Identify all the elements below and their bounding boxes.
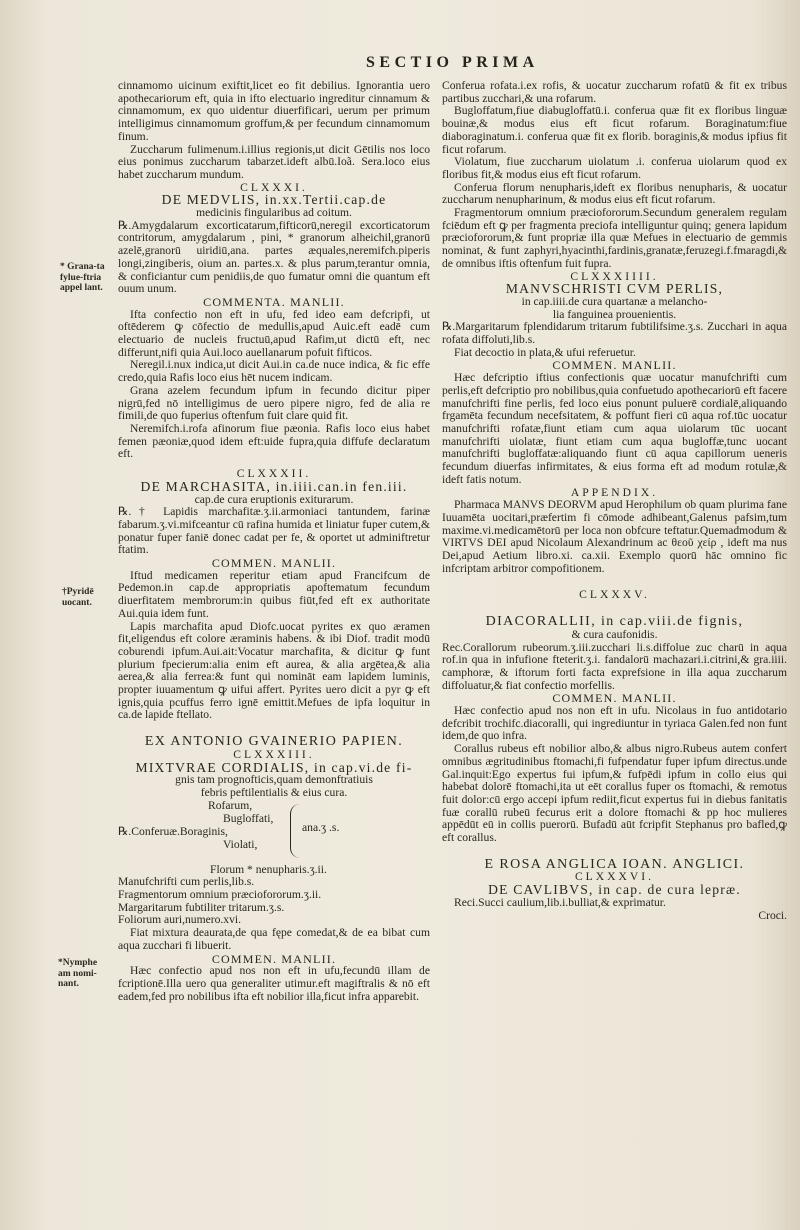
paragraph: Conferua rofata.i.ex rofis, & uocatur zuccharum rofatū & fit ex tribus partibus zucchari,& una rofarum. bbox=[442, 79, 787, 105]
paragraph: Neremifch.i.rofa afinorum fiue pæonia. Rafis loco eius habet femen pæoniæ,quod idem eft:uide fupra,quia diffufe declaratum eft. bbox=[118, 421, 430, 461]
appendix-heading: APPENDIX. bbox=[570, 485, 659, 499]
paragraph: Bugloffatum,fiue diabugloffatū.i. conferua quæ fit ex floribus linguæ bouinæ,& modus eius eft ficut rofarum. Boraginatum:fiue diaboraginatum.i. conferua quæ fit ex florib. boraginis,& modus ipfius fit ficut rofarum. bbox=[442, 104, 787, 156]
paragraph: Neregil.i.nux indica,ut dicit Aui.in ca.de nuce indica, & fic effe credo,quia Rafis loco eius hēt nucem indicam. bbox=[118, 358, 430, 385]
recipe-title: DE MEDVLIS, in.xx.Tertii.cap.de bbox=[161, 192, 387, 208]
paragraph: ℞.Margaritarum fplendidarum tritarum fubtilifsime.ʒ.s. Zucchari in aqua rofata diffoluti,lib.s. bbox=[442, 320, 787, 347]
paragraph: Fiat mixtura deaurata,de qua fępe comedat,& de ea bibat cum aqua zucchari fi libuerit. bbox=[118, 926, 430, 952]
ingredient: Violati, bbox=[223, 837, 258, 851]
recipe-subtitle: lia fanguinea prouenientis. bbox=[552, 307, 677, 321]
ingredient-line: Florum * nenupharis.ʒ.ii. bbox=[210, 862, 327, 876]
paragraph: Hæc defcriptio iftius confectionis quæ uocatur manufchrifti cum perlis,eft defcriptio pro nobilibus,quia confuetudo apothecariorū eft facere manufchrifti fine perlis, fed loco eius ponunt puluerē cordialē,aliquando frgamēta fecundum necefsitatem, & poffunt fieri cū aqua rof.tūc uocatur manufchrifti rofatæ,fiunt etiam cum aqua uiolarum tūc uocant manufchrifti uiolatæ, fiunt etiam cum aqua bugloffæ,tunc uocant manufchrifti bugloffatæ:aliquando fiunt cū aqua capillorum ueneris fecundum diuerfas infirmitates, & eius forma eft ad modum rotulæ,& ideft fatis notum. bbox=[442, 371, 787, 486]
margin-note-grana: * Grana-ta fylue-ftria appel lant. bbox=[60, 262, 105, 293]
commentary-heading: COMMEN. MANLII. bbox=[552, 691, 677, 706]
paragraph: Iftud medicamen reperitur etiam apud Francifcum de Pedemon.in cap.de appropriatis apoftematum fecundum diuerfitatem membrorum:in quibus fiūt,fed eft ex authoritate Aui.quia idem funt. bbox=[118, 568, 430, 620]
recipe-number: CLXXXIII. bbox=[233, 747, 315, 761]
right-column bbox=[442, 80, 787, 922]
left-column bbox=[118, 80, 430, 1003]
recipe-number: CLXXXIIII. bbox=[570, 269, 659, 283]
recipe-subtitle: in cap.iiii.de cura quartanæ a melancho- bbox=[521, 294, 708, 308]
paragraph: Pharmaca MANVS DEORVM apud Herophilum ob quam plurima fane Iuuamēta uocitari,præfertim fi cōmode adhibeant,Galenus pafsim,tum maxime.vi.medicamētorū per loca non obfcure teftatur.Quemadmodum & VIRTVS DEI apud Nicolaum Alexandrinum ac θεοῦ χείρ , ideft ma nus Dei,apud Aetium libro.xi. ca.xii. Exemplo quorū hāc omnino fic infcriptam arbitror compofitionem. bbox=[442, 498, 787, 575]
recipe-number: CLXXXV. bbox=[579, 588, 650, 602]
commentary-heading: COMMEN. MANLII. bbox=[211, 556, 337, 571]
recipe-subtitle: gnis tam prognofticis,quam demonftratiuis bbox=[175, 773, 373, 787]
section-heading: EX ANTONIO GVAINERIO PAPIEN. bbox=[144, 734, 404, 750]
section-heading: E ROSA ANGLICA IOAN. ANGLICI. bbox=[484, 856, 745, 872]
paragraph: Fragmentorum omnium præciofororum.Secundum generalem regulam fciēdum eft ꝙ per fragmenta preciofa intelliguntur quinq; genera lapidum præciofororum,& funt propriæ illa quæ Mefues in electuario de gemmis nominat, & funt zaphyri,hyacinthi,fardinis,granatæ,feruzegi.f.fmaragdi,& de omnibus iftis oftenfum fuit fupra. bbox=[442, 206, 787, 270]
recipe-subtitle: & cura caufonidis. bbox=[571, 627, 658, 641]
paragraph: Hæc confectio apud nos non eft in ufu. Nicolaus in fuo antidotario defcribit trochifc.diacoralli, qui ingrediuntur in tyriaca Galen.fed non funt idem,de quo infra. bbox=[442, 704, 787, 743]
recipe-title: DE MARCHASITA, in.iiii.can.in fen.iii. bbox=[140, 478, 408, 494]
recipe-number: CLXXXII. bbox=[236, 467, 312, 481]
ingredient-line: Fragmentorum omnium præciofororum.ʒ.ii. bbox=[118, 888, 322, 902]
paragraph: ℞.† Lapidis marchafitæ.ʒ.ii.armoniaci tantundem, farinæ fabarum.ʒ.vi.mifceantur cū rafina humida et liniatur fuper cutem,& ponatur fuper faniē donec cadat per fe, & oportet ut adminiftretur ftatim. bbox=[118, 505, 430, 557]
paragraph: Zuccharum fulimenum.i.illius regionis,ut dicit Gētilis nos loco eius ponimus zuccharum tabarzet.ideft albū.Ioã. Sera.loco eius habet zuccharum mundum. bbox=[118, 142, 430, 181]
recipe-number: CLXXXI. bbox=[240, 180, 308, 194]
ingredient-line: Manufchrifti cum perlis,lib.s. bbox=[118, 875, 255, 889]
recipe-subtitle: medicinis fingularibus ad coitum. bbox=[196, 206, 352, 220]
ingredient: ℞.Conferuæ.Boraginis, bbox=[118, 824, 228, 838]
margin-note-nymphe: *Nymphe am nomi-nant. bbox=[58, 958, 98, 989]
ingredient-line: Margaritarum fubtiliter tritarum.ʒ.s. bbox=[118, 900, 285, 914]
ingredient-line: Foliorum auri,numero.xvi. bbox=[118, 913, 242, 927]
ingredient: Rofarum, bbox=[208, 798, 253, 812]
running-head: SECTIO PRIMA bbox=[366, 54, 539, 71]
paragraph: ℞.Amygdalarum excorticatarum,fifticorū,neregil excorticatorum contritorum, amygdalarum , pini, * granorum alheichil,granorū azelē,granorū uiridiū,ana. partes æquales,neremifch.piperis longi,zingiberis, oium an. partes.x. & plus parum,terantur omnia, & conficiantur cum penidiis,de quo fumatur omni die quantum eft ouum unum. bbox=[118, 218, 430, 296]
paragraph: Fiat decoctio in plata,& ufui referuetur. bbox=[454, 345, 636, 359]
brace-mark bbox=[290, 804, 301, 858]
commentary-heading: COMMEN. MANLII. bbox=[552, 358, 677, 373]
recipe-subtitle: febris peftilentialis & eius cura. bbox=[200, 785, 348, 799]
recipe-subtitle: cap.de cura eruptionis exiturarum. bbox=[194, 492, 354, 506]
paragraph: Rec.Corallorum rubeorum.ʒ.iii.zucchari li.s.diffolue zuc charū in aqua rof.in qua in infufione fteterit.ʒ.i. fandalorū machazari.i.citrini,& gra.iiii. camphoræ, & iftorum forti facta exprefsione in illa aqua zuccharum diffoluatur,& fiat confectio morfellis. bbox=[442, 640, 787, 692]
ingredient: Bugloffati, bbox=[223, 811, 274, 825]
ingredient-brace-group bbox=[118, 800, 430, 864]
paragraph: Grana azelem fecundum ipfum in fecundo dicitur piper nigrū,fed nō intelligimus de uero pipere nigro, fed de alia re fimili,de quo fuperius oftenfum fuit clare quid fit. bbox=[118, 383, 430, 423]
commentary-heading: COMMEN. MANLII. bbox=[211, 951, 337, 966]
ana-quantity: ana.ʒ .s. bbox=[302, 820, 340, 834]
recipe-title: DE CAVLIBVS, in cap. de cura lepræ. bbox=[488, 882, 741, 898]
paragraph: Violatum, fiue zuccharum uiolatum .i. conferua uiolarum quod ex floribus fit,& modus eius eft ficut rofarum. bbox=[442, 155, 787, 181]
paragraph: Lapis marchafita apud Diofc.uocat pyrites ex quo æramen fit,eligendus eft colore æraminis habens. & ibi Diof. tradit modū coburendi ipfum.Aui.ait:Vocatur marchafita, & dicitur ꝙ funt plurium fpecierum:alia enim eft aurea, & alia argētea,& alia aerea,& alia ferrea:& funt qui nomināt eam lapidem luminis, propter iuuamentum ꝙ uifui affert. Pyrites uero dicit a pyr ꝙ eft ignis,quia pcuffus ferro ignē emittit.Mefues de ipfa loquitur in ca.de lapide ftellato. bbox=[118, 619, 430, 722]
recipe-title: MIXTVRAE CORDIALIS, in cap.vi.de fi- bbox=[135, 759, 413, 775]
margin-note-pyrite: †Pyridē uocant. bbox=[62, 587, 94, 608]
paragraph: Conferua florum nenupharis,ideft ex floribus nenupharis, & uocatur zuccharum nenupharinum, & modus eius eft ficut rofarum. bbox=[442, 180, 787, 207]
paragraph: Ifta confectio non eft in ufu, fed ideo eam defcripfi, ut oftēderem ꝙ cōfectio de medullis,apud Auic.eft eadē cum electuario de nucleis fructuū,apud Rafim,ut dictū eft, nec differunt,nifi quia Aui.loco auellanarum pofuit fifticos. bbox=[118, 307, 430, 359]
paragraph: Hæc confectio apud nos non eft in ufu,fecundū illam de fcriptionē.Illa uero qua generaliter utimur.eft magiftralis & nō eft eadem,fed pro nobilibus ifta eft nobilior illa,ficut infra apparebit. bbox=[118, 964, 430, 1003]
catchword: Croci. bbox=[758, 908, 787, 922]
recipe-number: CLXXXVI. bbox=[574, 870, 655, 884]
recipe-title: DIACORALLII, in cap.viii.de fignis, bbox=[485, 614, 744, 630]
recipe-title: MANVSCHRISTI CVM PERLIS, bbox=[505, 281, 724, 297]
paragraph: Reci.Succi caulium,lib.i.bulliat,& exprimatur. bbox=[454, 895, 666, 909]
commentary-heading: COMMENTA. MANLII. bbox=[203, 294, 345, 309]
paragraph: Corallus rubeus eft nobilior albo,& albus nigro.Rubeus autem confert omnibus ægritudinibus ftomachi,fi fufpendatur fuper ipfum directus.unde Gal.inquit:Ego expertus fui ipfum,& fufpēdi ipfum in collo eius qui habebat dolorē ftomachi,ita ut eēt corallus fuper os ftomachi, & remotus fuit dolor:cū ergo accepi ipfum rediit,ficut expertus fui in diebus fanitatis fuæ corallū rubeū fecurus erit a dolore ftomachi & pp hoc mulieres appēdūt eū in collis puerorū. Bufadū aūt fcripfit Stephanus pro bafled,ꝙ eft corallus. bbox=[442, 742, 787, 845]
paragraph: cinnamomo uicinum exiftit,licet eo fit debilius. Ignorantia uero apothecariorum eft, quia in ifto electuario ingreditur cinnamum & cinnamomum, ex quo uidentur diuerfificari, uerum per primum intelligimus cinnamomum groffum,& per fecundum cinnamomum finum. bbox=[118, 79, 430, 143]
